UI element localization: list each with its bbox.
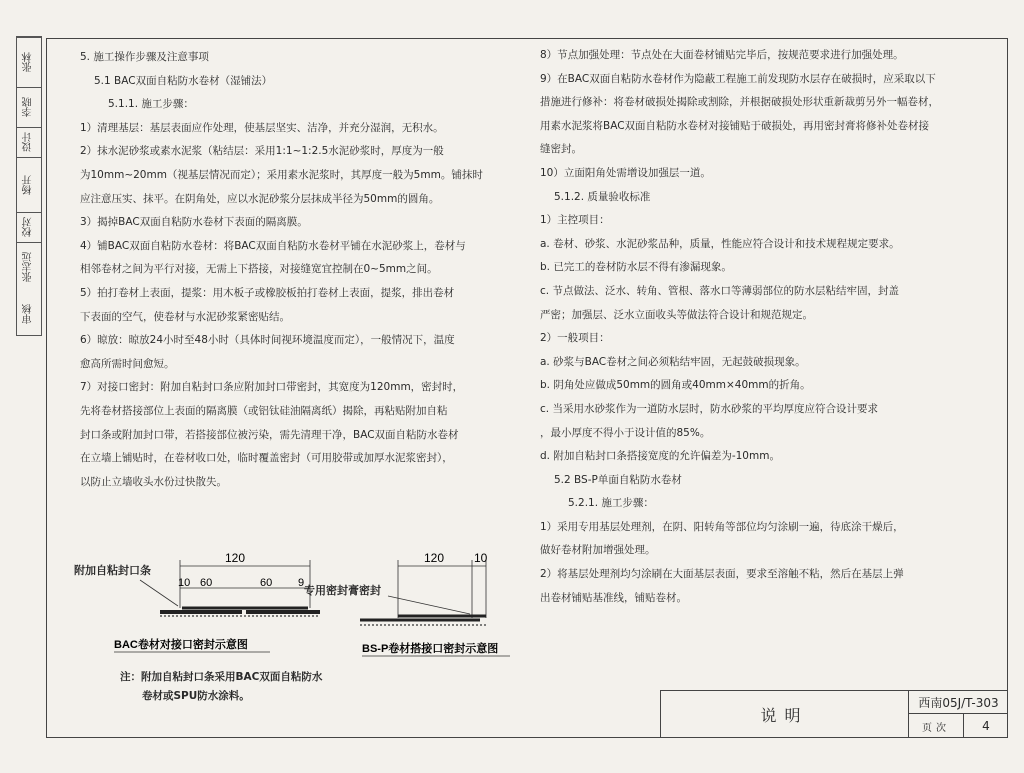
fig1-dim-part: 60 <box>260 577 273 589</box>
text-line: 应注意压实、抹平。在阴角处，应以水泥砂浆分层抹成半径为50mm的圆角。 <box>80 192 440 205</box>
right-column <box>540 44 970 610</box>
text-line: 封口条或附加封口带，若搭接部位被污染，需先清理干净，BAC双面自粘防水卷材 <box>80 428 459 441</box>
strip-cell: 李晓 <box>17 87 41 127</box>
fig1-caption: BAC卷材对接口密封示意图 <box>114 639 248 651</box>
fig1-label: 附加自粘封口条 <box>74 564 151 577</box>
fig1-dim-part: 10 <box>178 577 191 589</box>
strip-cell: 校对 <box>17 212 41 242</box>
text-line: 5.1.1. 施工步骤： <box>108 98 194 111</box>
text-line: 以防止立墙收头水份过快散失。 <box>80 475 227 488</box>
page-label: 页次 <box>908 714 964 738</box>
figure-note <box>120 668 322 706</box>
text-line: 措施进行修补：将卷材破损处揭除或割除，并根据破损处形状重新裁剪另外一幅卷材， <box>540 96 939 109</box>
text-line: 5. 施工操作步骤及注意事项 <box>80 51 209 63</box>
strip-cell: 设计 <box>17 127 41 157</box>
text-line: c. 节点做法、泛水、转角、管根、落水口等薄弱部位的防水层粘结牢固，封盖 <box>540 284 899 297</box>
text-line: 做好卷材附加增强处理。 <box>540 544 656 557</box>
text-line: 下表面的空气，使卷材与水泥砂浆紧密贴结。 <box>80 310 290 323</box>
text-line: 4）铺BAC双面自粘防水卷材：将BAC双面自粘防水卷材平铺在水泥砂浆上，卷材与 <box>80 239 466 252</box>
text-line: 严密；加强层、泛水立面收头等做法符合设计和规范规定。 <box>540 308 813 321</box>
strip-cell: 张志远 <box>17 242 41 292</box>
text-line: d. 附加自粘封口条搭接宽度的允许偏差为-10mm。 <box>540 450 780 463</box>
text-line: 为10mm~20mm（视基层情况而定）；采用素水泥浆时，其厚度一般为5mm。铺抹时 <box>80 168 483 181</box>
text-line: 5.2 BS-P单面自粘防水卷材 <box>554 473 682 486</box>
fig2-dim-small: 10 <box>474 551 488 565</box>
text-line: 5.1.2. 质量验收标准 <box>554 190 651 203</box>
text-line: 3）揭掉BAC双面自粘防水卷材下表面的隔离膜。 <box>80 216 308 229</box>
text-line: 7）对接口密封：附加自粘封口条应附加封口带密封，其宽度为120mm，密封时， <box>80 381 464 394</box>
text-line: a. 卷材、砂浆、水泥砂浆品种，质量，性能应符合设计和技术规程规定要求。 <box>540 237 900 250</box>
fig2-dim-total: 120 <box>424 551 445 565</box>
left-column <box>80 46 520 494</box>
fig2-caption: BS-P卷材搭接口密封示意图 <box>362 643 499 655</box>
text-line: 9）在BAC双面自粘防水卷材作为隐蔽工程施工前发现防水层存在破损时，应采取以下 <box>540 72 936 85</box>
text-line: 相邻卷材之间为平行对接，无需上下搭接，对接缝宽宜控制在0~5mm之间。 <box>80 263 438 276</box>
strip-cell: 张林 <box>17 37 41 87</box>
sheet-title: 说明 <box>660 690 908 738</box>
text-line: 愈高所需时间愈短。 <box>80 357 175 370</box>
text-line: b. 已完工的卷材防水层不得有渗漏现象。 <box>540 261 732 274</box>
text-line: 1）采用专用基层处理剂，在阴、阳转角等部位均匀涂刷一遍，待底涂干燥后， <box>540 520 904 533</box>
fig1-dim-total: 120 <box>225 551 246 565</box>
note-line: 注：附加自粘封口条采用BAC双面自粘防水 <box>120 671 323 683</box>
text-line: 6）晾放：晾放24小时至48小时（具体时间视环境温度而定），一般情况下，温度 <box>80 334 455 347</box>
figure-bsp-lap <box>300 548 520 672</box>
text-line: c. 当采用水砂浆作为一道防水层时，防水砂浆的平均厚度应符合设计要求 <box>540 402 878 415</box>
text-line: 在立墙上铺贴时，在卷材收口处，临时覆盖密封（可用胶带或加厚水泥浆密封）， <box>80 452 453 465</box>
text-line: 5.2.1. 施工步骤： <box>568 497 654 510</box>
text-line: b. 阴角处应做成50mm的圆角或40mm×40mm的折角。 <box>540 379 811 392</box>
note-line: 卷材或SPU防水涂料。 <box>142 690 250 702</box>
text-line: 出卷材铺贴基准线，铺贴卷材。 <box>540 591 687 604</box>
text-line: 2）抹水泥砂浆或素水泥浆（粘结层：采用1:1~1:2.5水泥砂浆时，厚度为一般 <box>80 145 444 158</box>
text-line: 8）节点加强处理：节点处在大面卷材铺贴完毕后，按规范要求进行加强处理。 <box>540 49 904 61</box>
bsp-lap-diagram <box>300 548 520 668</box>
signature-strip <box>16 36 42 336</box>
fig2-label: 专用密封膏密封 <box>304 584 381 597</box>
text-line: 5.1 BAC双面自粘防水卷材（湿铺法） <box>94 74 273 87</box>
text-line: ，最小厚度不得小于设计值的85%。 <box>540 426 711 439</box>
page-number: 4 <box>982 719 990 733</box>
title-block <box>660 690 1008 738</box>
text-line: 1）主控项目： <box>540 214 610 227</box>
text-line: 5）拍打卷材上表面，提浆：用木板子或橡胶板拍打卷材上表面，提浆，排出卷材 <box>80 286 455 299</box>
strip-cell: 审核 <box>23 304 34 324</box>
text-line: 2）将基层处理剂均匀涂刷在大面基层表面，要求至溶触不粘，然后在基层上弹 <box>540 568 904 581</box>
fig1-dim-part: 60 <box>200 577 213 589</box>
text-line: a. 砂浆与BAC卷材之间必须粘结牢固，无起鼓破损现象。 <box>540 355 806 368</box>
text-line: 用素水泥浆将BAC双面自粘防水卷材对接铺贴于破损处，再用密封膏将修补处卷材接 <box>540 119 930 132</box>
fig1-dim-part: 9 <box>298 577 305 589</box>
strip-cell: 杨开 <box>17 157 41 212</box>
text-line: 1）清理基层：基层表面应作处理，使基层坚实、洁净，并充分湿润，无积水。 <box>80 121 444 134</box>
text-line: 缝密封。 <box>540 143 582 156</box>
text-line: 10）立面阳角处需增设加强层一道。 <box>540 166 711 179</box>
text-line: 先将卷材搭接部位上表面的隔离膜（或铝钛硅油隔离纸）揭除，再粘贴附加自粘 <box>80 404 448 417</box>
figure-bac-joint <box>70 548 310 672</box>
text-line: 2）一般项目： <box>540 332 610 345</box>
atlas-code: 西南05J/T-303 <box>908 690 1008 714</box>
